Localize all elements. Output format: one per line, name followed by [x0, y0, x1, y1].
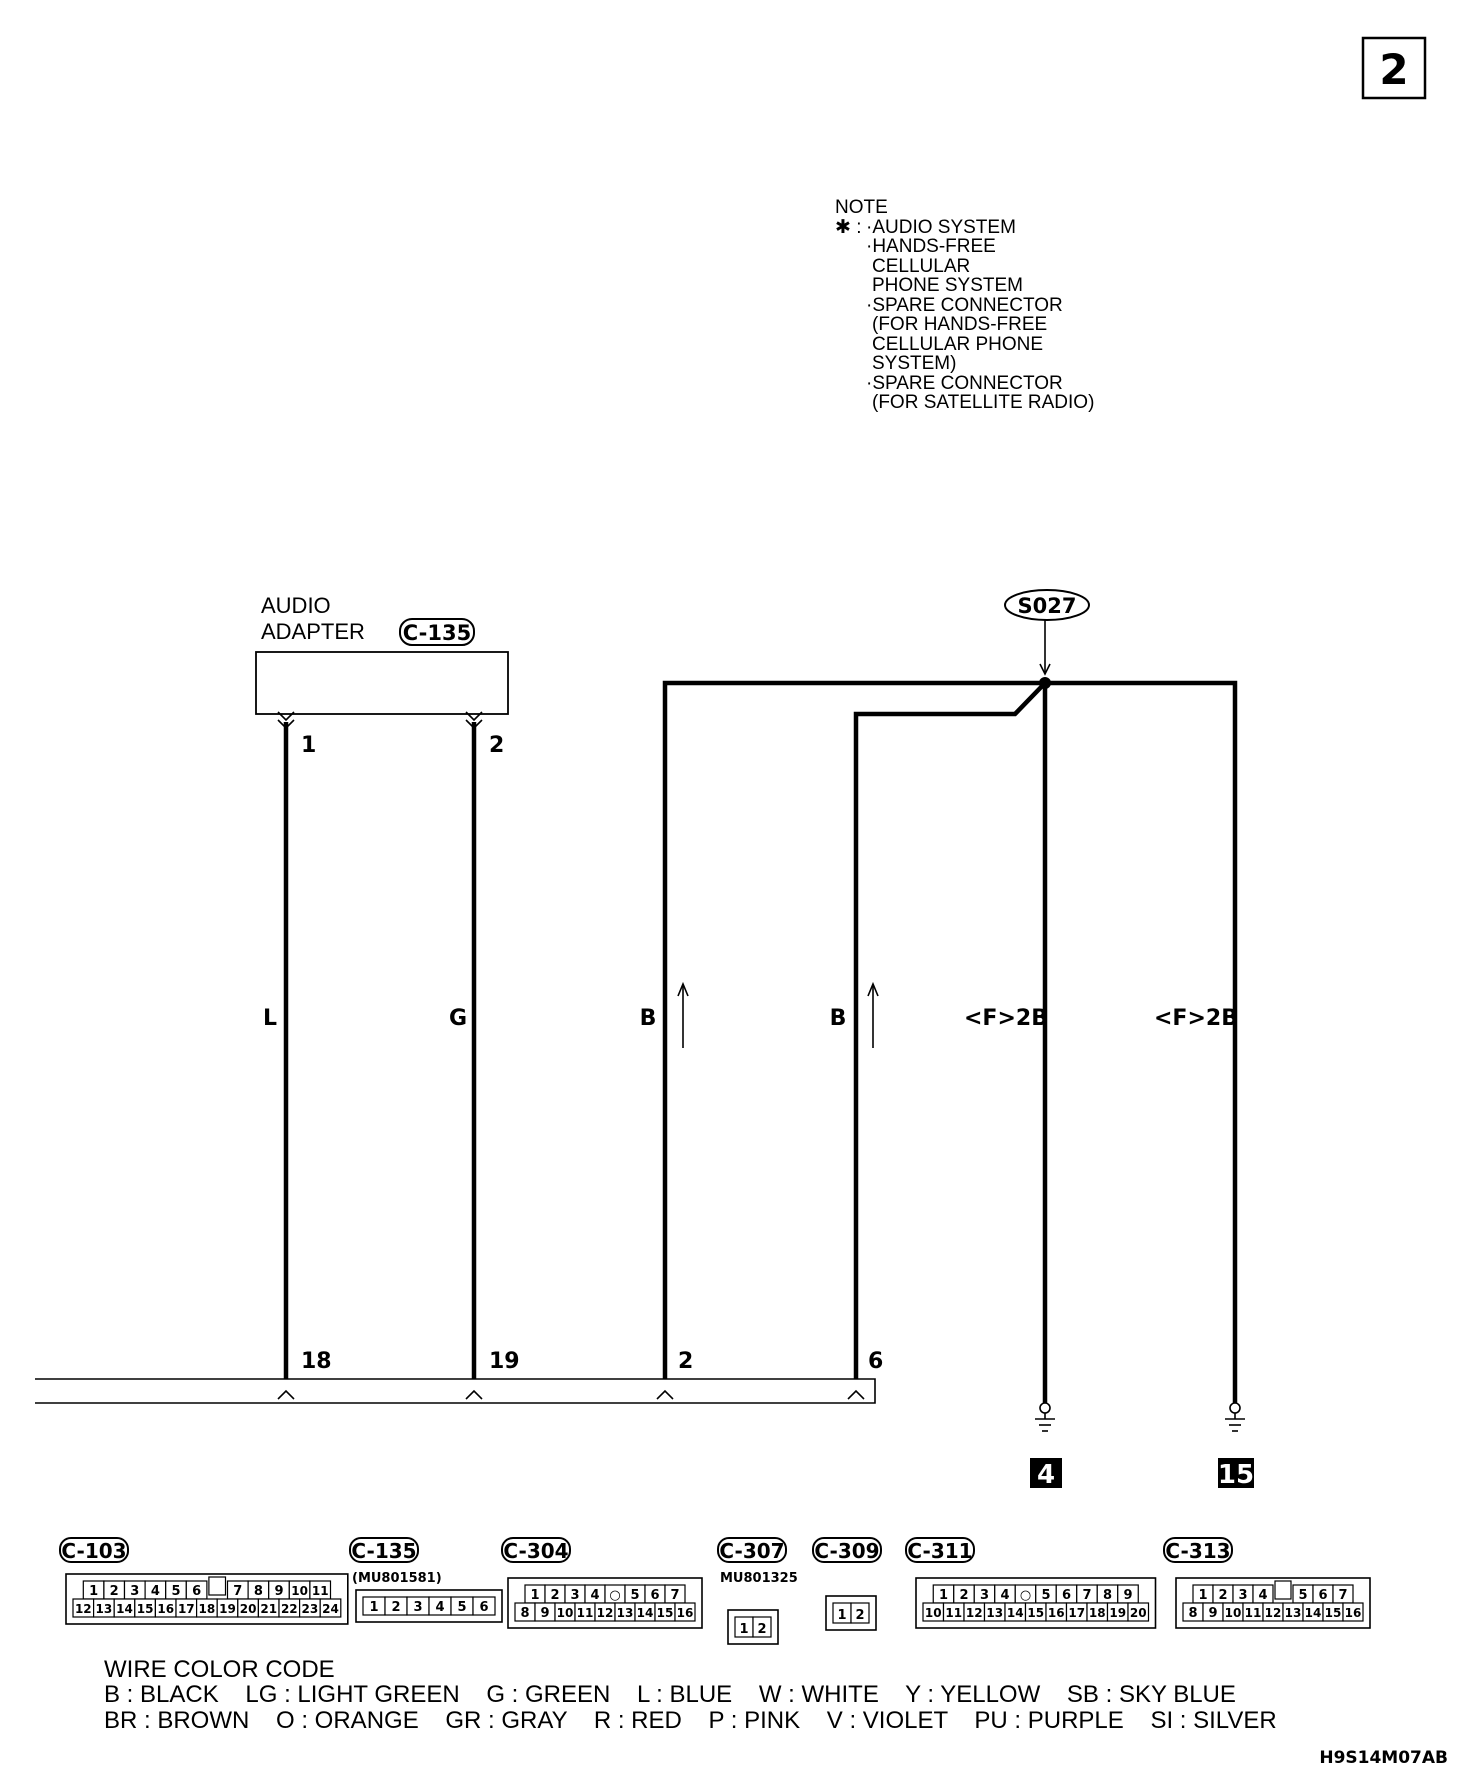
connector-pin: 3 [413, 1600, 423, 1615]
connector-pin: 4 [435, 1600, 445, 1615]
wire-color-label: L [262, 1006, 278, 1031]
wire-color-label: <F>2B [964, 1006, 1048, 1031]
wire-color-label: B [829, 1006, 847, 1031]
pin-label: 2 [678, 1349, 694, 1374]
connector-pin: 5 [630, 1588, 640, 1603]
connector-label: C-307 [719, 1539, 785, 1563]
connector-pin: 6 [479, 1600, 489, 1615]
connector-pin: 10 [1224, 1606, 1242, 1620]
wire-labels [263, 984, 1238, 1048]
connector-pin: 14 [1304, 1606, 1322, 1620]
connector-pin: 17 [1068, 1606, 1086, 1620]
component-line1: AUDIO [261, 593, 331, 618]
connector-pin: 9 [274, 1584, 284, 1599]
connector-pin: 15 [1027, 1606, 1045, 1620]
audio-adapter [256, 593, 508, 714]
bottom-connector [35, 1349, 883, 1403]
connector-pictograms [60, 1538, 1370, 1644]
wire-B-splice-2 [856, 683, 1045, 1403]
drawing-code: H9S14M07AB [1319, 1748, 1448, 1768]
connector-pin: 1 [89, 1584, 99, 1599]
connector-pin: 15 [136, 1602, 154, 1616]
connector-c-103 [60, 1538, 348, 1624]
connector-pin: 9 [1123, 1588, 1133, 1603]
connector-pin: 22 [280, 1602, 298, 1616]
ground-15 [1218, 1403, 1254, 1490]
note-line: ·AUDIO SYSTEM [866, 217, 1016, 238]
connector-pin: 8 [1102, 1588, 1113, 1603]
connector-pin: 13 [95, 1602, 113, 1616]
wire-color-label: B [639, 1006, 657, 1031]
connector-pin: 1 [739, 1622, 749, 1637]
connector-pin: 11 [311, 1584, 329, 1598]
harness-connector-outline [35, 1379, 875, 1403]
note-line: ·HANDS-FREE [866, 236, 996, 257]
note-line: (FOR SATELLITE RADIO) [872, 392, 1095, 413]
connector-pin: 18 [198, 1602, 216, 1616]
connector-pin: 4 [1258, 1588, 1268, 1603]
connector-c-309 [813, 1538, 881, 1630]
connector-label: C-304 [503, 1539, 569, 1563]
note-line: ·SPARE CONNECTOR [866, 295, 1063, 316]
connector-pin: 16 [1047, 1606, 1065, 1620]
connector-pin: 20 [1129, 1606, 1147, 1620]
page-number-box [1363, 38, 1425, 98]
connector-pin: 24 [322, 1602, 339, 1616]
connector-pin: 5 [171, 1584, 181, 1599]
wires [286, 677, 1235, 1403]
connector-pin: 11 [576, 1606, 594, 1620]
connector-part-number: (MU801581) [352, 1571, 442, 1586]
audio-adapter-body [256, 652, 508, 714]
connector-pin: 9 [1208, 1606, 1218, 1621]
connector-pin: 2 [109, 1584, 119, 1599]
connector-label: C-135 [351, 1539, 417, 1563]
connector-pin: 5 [1041, 1588, 1051, 1603]
connector-pin: 7 [1338, 1588, 1348, 1603]
connector-pin: 2 [1218, 1588, 1228, 1603]
connector-pin: 10 [924, 1606, 942, 1620]
connector-part-number: MU801325 [720, 1571, 798, 1586]
note-line: CELLULAR [872, 256, 971, 277]
connector-pin: 1 [837, 1608, 847, 1623]
pin-label: 6 [868, 1349, 884, 1374]
connector-pin: 17 [177, 1602, 195, 1616]
connector-pin: 7 [233, 1584, 243, 1599]
splice-junction [1039, 677, 1051, 689]
connector-pin: 5 [457, 1600, 467, 1615]
component-connector-id: C-135 [402, 621, 472, 645]
connector-pin: 15 [656, 1606, 674, 1620]
connector-pin: 15 [1324, 1606, 1342, 1620]
connector-pin: 12 [596, 1606, 614, 1620]
connector-pin: 2 [550, 1588, 560, 1603]
connector-pin: 4 [590, 1588, 600, 1603]
note-line: (FOR HANDS-FREE [872, 314, 1048, 335]
connector-pin: 9 [540, 1606, 550, 1621]
connector-pin: 19 [1109, 1606, 1127, 1620]
connector-pin: 14 [636, 1606, 654, 1620]
legend-line: BR : BROWN O : ORANGE GR : GRAY R : RED P : PINK V : VIOLET PU : PURPLE SI : SILVER [104, 1707, 1277, 1734]
note-line: CELLULAR PHONE [872, 334, 1044, 355]
pin-label: 2 [489, 733, 505, 758]
connector-label: C-311 [907, 1539, 973, 1563]
connector-c-304 [502, 1538, 702, 1628]
connector-pin: 13 [986, 1606, 1004, 1620]
connector-pin: 5 [1298, 1588, 1308, 1603]
connector-pin: 2 [959, 1588, 969, 1603]
pin-label: 1 [301, 733, 317, 758]
connector-key [1275, 1581, 1291, 1599]
connector-pin: 21 [260, 1602, 278, 1616]
connector-pin: 13 [616, 1606, 634, 1620]
connector-pin: 3 [130, 1584, 140, 1599]
connector-pin: 1 [1198, 1588, 1208, 1603]
connector-pin: 8 [253, 1584, 263, 1599]
connector-pin: 4 [150, 1584, 160, 1599]
connector-pin: 1 [369, 1600, 379, 1615]
connector-pin: 23 [301, 1602, 319, 1616]
connector-pin: 2 [855, 1608, 865, 1623]
connector-pin: 14 [116, 1602, 133, 1616]
connector-pin: 13 [1284, 1606, 1302, 1620]
connector-pin: 7 [1082, 1588, 1092, 1603]
top-terminals [278, 712, 504, 758]
legend-line: B : BLACK LG : LIGHT GREEN G : GREEN L : BLUE W : WHITE Y : YELLOW SB : SKY BLUE [104, 1681, 1236, 1708]
connector-pin: 3 [570, 1588, 580, 1603]
connector-pin: 2 [391, 1600, 401, 1615]
wire-color-code [104, 1656, 1277, 1734]
connector-pin: 1 [938, 1588, 949, 1603]
connector-pin: 16 [1344, 1606, 1362, 1620]
connector-pin: 20 [239, 1602, 257, 1616]
connector-label: C-103 [61, 1539, 127, 1563]
connector-pin: 3 [979, 1588, 990, 1603]
connector-pin: ○ [1019, 1588, 1032, 1603]
connector-pin: 19 [219, 1602, 236, 1616]
connector-c-307 [718, 1538, 798, 1644]
connector-pin: 7 [670, 1588, 680, 1603]
connector-pin: 16 [157, 1602, 175, 1616]
connector-pin: 12 [965, 1606, 983, 1620]
ground-number: 15 [1217, 1460, 1255, 1490]
component-line2: ADAPTER [261, 619, 365, 644]
connector-pin: 4 [1000, 1588, 1010, 1603]
connector-c-313 [1164, 1538, 1370, 1628]
connector-pin: 16 [676, 1606, 694, 1620]
connector-pin: 6 [1318, 1588, 1328, 1603]
connector-pin: 6 [650, 1588, 660, 1603]
connector-c-311 [906, 1538, 1156, 1628]
connector-pin: 12 [74, 1602, 92, 1616]
splice-s027 [1005, 590, 1089, 674]
connector-label: C-313 [1165, 1539, 1231, 1563]
note-line: SYSTEM) [872, 353, 957, 374]
ground-number: 4 [1036, 1460, 1056, 1490]
connector-pin: 11 [945, 1606, 963, 1620]
connector-pin: 6 [192, 1584, 202, 1599]
connector-pin: 10 [291, 1584, 308, 1598]
connector-label: C-309 [814, 1539, 880, 1563]
connector-c-135 [350, 1538, 502, 1622]
note-line: PHONE SYSTEM [872, 275, 1023, 296]
connector-pin: ○ [609, 1588, 621, 1603]
connector-pin: 6 [1061, 1588, 1072, 1603]
connector-pin: 2 [757, 1622, 767, 1637]
note-title: NOTE [835, 197, 888, 218]
page-number: 2 [1379, 45, 1409, 94]
connector-pin: 8 [1188, 1606, 1198, 1621]
connector-key [209, 1577, 226, 1595]
note-block [835, 197, 1094, 413]
ground-4 [1030, 1403, 1062, 1490]
pin-label: 18 [301, 1349, 332, 1374]
connector-pin: 18 [1088, 1606, 1106, 1620]
connector-pin: 12 [1264, 1606, 1282, 1620]
pin-label: 19 [489, 1349, 520, 1374]
connector-pin: 8 [520, 1606, 530, 1621]
connector-pin: 1 [530, 1588, 540, 1603]
legend-title: WIRE COLOR CODE [104, 1656, 335, 1683]
wire-color-label: G [448, 1006, 468, 1031]
wire-color-label: <F>2B [1154, 1006, 1238, 1031]
connector-pin: 10 [556, 1606, 574, 1620]
connector-pin: 11 [1244, 1606, 1262, 1620]
note-line: ·SPARE CONNECTOR [866, 373, 1063, 394]
wire-B-splice [665, 683, 1235, 1403]
splice-label: S027 [1017, 594, 1077, 618]
connector-pin: 14 [1006, 1606, 1024, 1620]
connector-pin: 3 [1238, 1588, 1248, 1603]
note-star: ✱ : [835, 217, 862, 238]
